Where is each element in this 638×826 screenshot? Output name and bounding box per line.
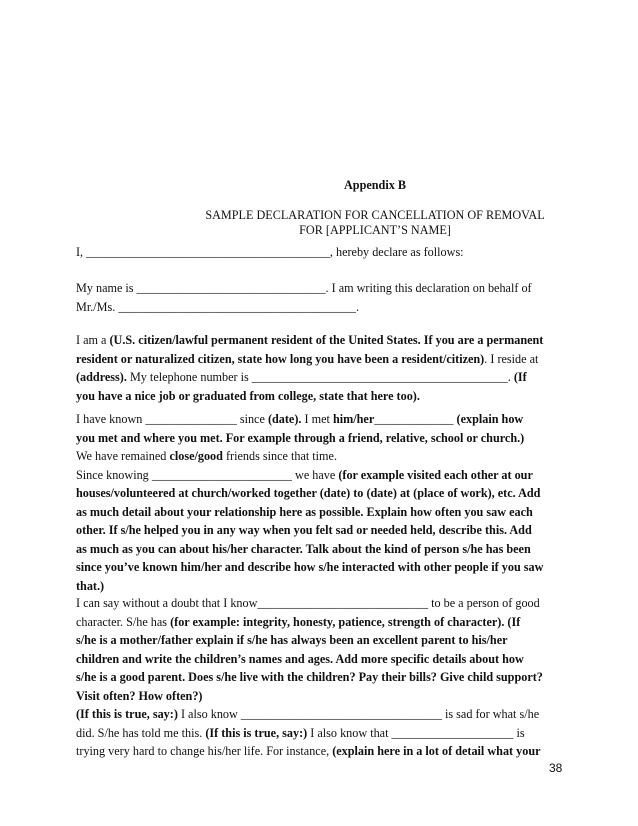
text-line: character. S/he has (for example: integrity, honesty, patience, strength of character). (If	[76, 614, 521, 629]
text-line: children and write the children’s names and ages. Add more specific details about how	[76, 651, 524, 666]
text-line: did. S/he has told me this. (If this is true, say:) I also know that ____________________ is	[76, 725, 525, 740]
declaration-title: SAMPLE DECLARATION FOR CANCELLATION OF REMOVAL	[205, 208, 545, 222]
text-line: Since knowing _______________________ we have (for example visited each other at our	[76, 467, 533, 482]
text-line: s/he is a good parent. Does s/he live with the children? Pay their bills? Give child support?	[76, 670, 543, 684]
appendix-heading: Appendix B	[344, 178, 406, 192]
text-line: that.)	[76, 578, 105, 593]
text-line: I, ________________________________________, hereby declare as follows:	[76, 245, 464, 259]
text-line: I have known _______________ since (date). I met him/her_____________ (explain how	[76, 412, 524, 426]
paragraph-status	[76, 331, 566, 405]
text-line: houses/volunteered at church/worked together (date) to (date) at (place of work), etc. Add	[76, 486, 541, 500]
text-line: resident or naturalized citizen, state how long you have been a resident/citizen). I reside at	[76, 351, 539, 366]
text-line: as much as you can about his/her character. Talk about the kind of person s/he has been	[76, 541, 531, 556]
paragraph-character	[76, 594, 566, 761]
text-line: other. If s/he helped you in any way when you felt sad or needed held, describe this. Add	[76, 523, 532, 537]
text-line: you met and where you met. For example through a friend, relative, school or church.)	[76, 430, 525, 445]
paragraph-name	[76, 279, 566, 316]
paragraph-declare	[76, 243, 566, 262]
text-line: I can say without a doubt that I know____________________________ to be a person of good	[76, 596, 540, 610]
text-line: since you’ve known him/her and describe how s/he interacted with other people if you saw	[76, 560, 544, 574]
paragraph-relationship	[76, 410, 566, 595]
text-line: We have remained close/good friends since that time.	[76, 449, 337, 463]
text-line: I am a (U.S. citizen/lawful permanent resident of the United States. If you are a permanent	[76, 333, 544, 347]
text-line: Visit often? How often?)	[76, 688, 203, 703]
text-line: s/he is a mother/father explain if s/he has always been an excellent parent to his/her	[76, 633, 508, 647]
text-line: (address). My telephone number is __________________________________________. (If	[76, 370, 527, 384]
text-line: you have a nice job or graduated from college, state that here too).	[76, 388, 420, 403]
page-number: 38	[549, 761, 563, 775]
text-line: Mr./Ms. _______________________________________.	[76, 299, 360, 314]
text-line: trying very hard to change his/her life. For instance, (explain here in a lot of detail what your	[76, 744, 541, 758]
text-line: (If this is true, say:) I also know _________________________________ is sad for what s/he	[76, 707, 540, 721]
declaration-subtitle: FOR [APPLICANT’S NAME]	[299, 223, 451, 237]
text-line: My name is _______________________________. I am writing this declaration on behalf of	[76, 281, 532, 295]
text-line: as much detail about your relationship here as possible. Explain how often you saw each	[76, 504, 533, 519]
